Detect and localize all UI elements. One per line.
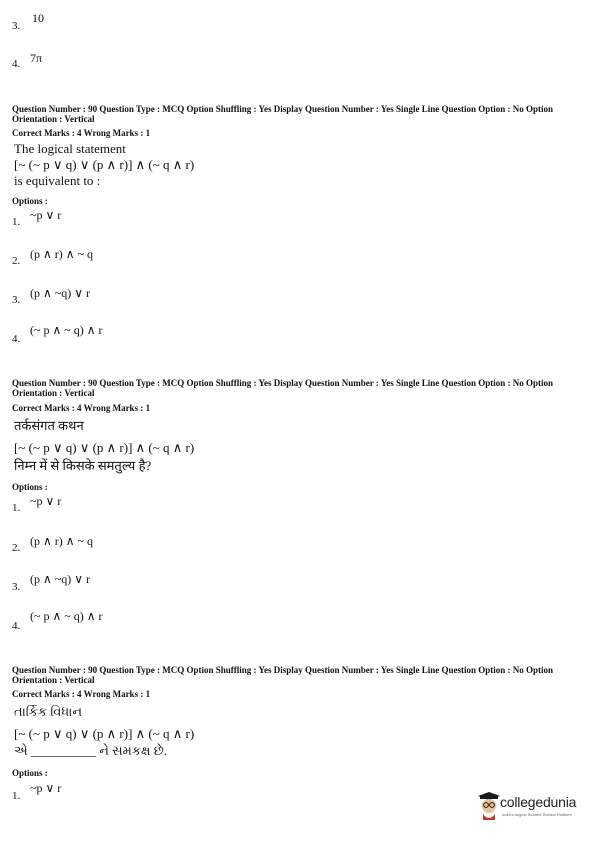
option-value: (~ p ∧ ~ q) ∧ r: [30, 609, 103, 623]
option-value: ~p ∨ r: [30, 494, 62, 508]
options-label: Options :: [12, 482, 48, 492]
option-number: 4.: [12, 620, 21, 632]
option-number: 1.: [12, 790, 21, 802]
option-number: 2.: [12, 542, 21, 554]
question-text: is equivalent to :: [14, 173, 101, 188]
option-number: 4.: [12, 333, 21, 345]
question-text: तर्कसंगत कथन: [14, 418, 84, 433]
option-value: (p ∧ ~q) ∨ r: [30, 572, 91, 586]
option-number: 3.: [12, 581, 21, 593]
logo-tagline: India's largest Student Review Platform: [502, 812, 572, 817]
question-meta: Question Number : 90 Question Type : MCQ Option Shuffling : Yes Display Question Number : Yes Single Line Question Option : No Option Orientation : Vertical: [12, 665, 553, 685]
graduate-mascot-icon: [478, 792, 500, 820]
question-formula: [~ (~ p ∨ q) ∨ (p ∧ r)] ∧ (~ q ∧ r): [14, 726, 195, 741]
option-number: 3.: [12, 20, 21, 32]
question-formula: [~ (~ p ∨ q) ∨ (p ∧ r)] ∧ (~ q ∧ r): [14, 157, 195, 172]
question-text: તાર્કિક વિધાન: [14, 704, 83, 719]
option-number: 2.: [12, 255, 21, 267]
logo-wordmark: collegedunia: [500, 794, 577, 810]
question-marks: Correct Marks : 4 Wrong Marks : 1: [12, 128, 151, 138]
option-value: 7π: [30, 51, 43, 65]
option-value: ~p ∨ r: [30, 781, 62, 795]
options-label: Options :: [12, 768, 48, 778]
option-number: 3.: [12, 294, 21, 306]
option-number: 4.: [12, 58, 21, 70]
option-value: (p ∧ r) ∧ ~ q: [30, 534, 94, 548]
option-value: 10: [32, 11, 44, 25]
question-text: The logical statement: [14, 141, 126, 156]
option-value: ~p ∨ r: [30, 208, 62, 222]
option-value: (p ∧ r) ∧ ~ q: [30, 247, 94, 261]
question-text: निम्न में से किसके समतुल्य है?: [14, 458, 152, 473]
collegedunia-logo: [478, 792, 578, 826]
question-formula: [~ (~ p ∨ q) ∨ (p ∧ r)] ∧ (~ q ∧ r): [14, 440, 195, 455]
question-marks: Correct Marks : 4 Wrong Marks : 1: [12, 403, 151, 413]
question-text: એ __________ ને સમકક્ષ છે.: [14, 743, 168, 758]
option-value: (p ∧ ~q) ∨ r: [30, 286, 91, 300]
options-label: Options :: [12, 196, 48, 206]
question-marks: Correct Marks : 4 Wrong Marks : 1: [12, 689, 151, 699]
question-meta: Question Number : 90 Question Type : MCQ Option Shuffling : Yes Display Question Number : Yes Single Line Question Option : No Option Orientation : Vertical: [12, 104, 553, 124]
option-number: 1.: [12, 502, 21, 514]
question-meta: Question Number : 90 Question Type : MCQ Option Shuffling : Yes Display Question Number : Yes Single Line Question Option : No Option Orientation : Vertical: [12, 378, 553, 398]
option-value: (~ p ∧ ~ q) ∧ r: [30, 323, 103, 337]
option-number: 1.: [12, 216, 21, 228]
